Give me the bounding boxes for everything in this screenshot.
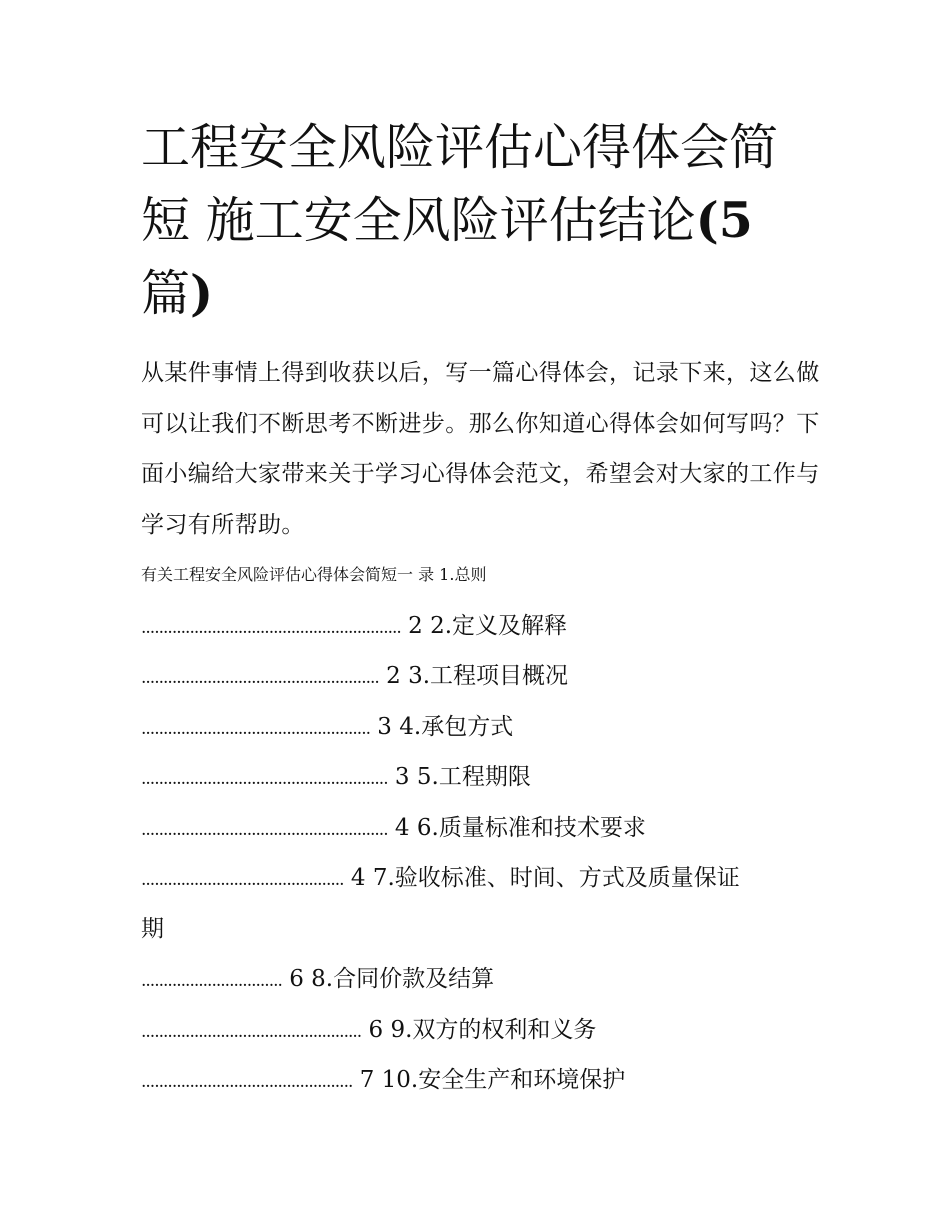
- document-page: [141, 112, 821, 1106]
- document-title: [141, 112, 821, 330]
- toc-leader-dots: ......................................................: [141, 668, 379, 688]
- toc-leader-dots: ..................................................: [141, 1021, 362, 1042]
- title-line-1: 工程安全风险评估心得体会简: [141, 119, 779, 176]
- toc-leader-dots: ...........................................................: [141, 617, 401, 638]
- intro-paragraph: 从某件事情上得到收获以后，写一篇心得体会，记录下来，这么做可以让我们不断思考不断进步。那么你知道心得体会如何写吗？下面小编给大家带来关于学习心得体会范文，希望会对大家的工作与学习有所帮助。: [141, 360, 820, 538]
- toc-leader-dots: ........................................................: [141, 769, 388, 789]
- toc-line: [141, 651, 821, 702]
- toc-entry-text: 3 5.工程期限: [387, 764, 531, 790]
- toc-leader-dots: ................................: [141, 971, 282, 991]
- toc-entry-text: 2 3.工程项目概况: [378, 663, 569, 689]
- toc-line: [141, 954, 821, 1005]
- toc-line: [141, 904, 821, 955]
- toc-entry-text: 2 2.定义及解释: [400, 612, 568, 639]
- toc-line: [141, 1055, 821, 1106]
- toc-entry-text: 4 7.验收标准、时间、方式及质量保证: [343, 865, 740, 891]
- toc-leader-dots: ..............................................: [141, 870, 344, 890]
- title-line-3: 篇: [141, 265, 191, 322]
- toc-entry-text: 6 8.合同价款及结算: [281, 966, 495, 992]
- title-line-2: 短 施工安全风险评估结论: [141, 192, 696, 249]
- title-line-3-bold: ): [190, 264, 214, 322]
- table-of-contents: [141, 601, 821, 1106]
- toc-entry-text: 7 10.安全生产和环境保护: [352, 1067, 626, 1093]
- toc-heading: 有关工程安全风险评估心得体会简短一 录 1.总则: [141, 565, 487, 584]
- toc-entry-text: 6 9.双方的权利和义务: [361, 1016, 597, 1043]
- toc-leader-dots: ........................................................: [141, 819, 388, 840]
- toc-line: [141, 601, 821, 652]
- toc-entry-text: 3 4.承包方式: [370, 713, 514, 740]
- toc-line: [141, 853, 821, 904]
- toc-entry-text: 期: [141, 915, 164, 942]
- toc-line: [141, 752, 821, 803]
- toc-line: [141, 702, 821, 753]
- toc-leader-dots: ....................................................: [141, 718, 370, 739]
- title-line-2-bold: (5: [695, 191, 753, 249]
- toc-entry-text: 4 6.质量标准和技术要求: [387, 814, 646, 841]
- toc-leader-dots: ................................................: [141, 1072, 353, 1092]
- toc-line: [141, 1005, 821, 1056]
- toc-line: [141, 803, 821, 854]
